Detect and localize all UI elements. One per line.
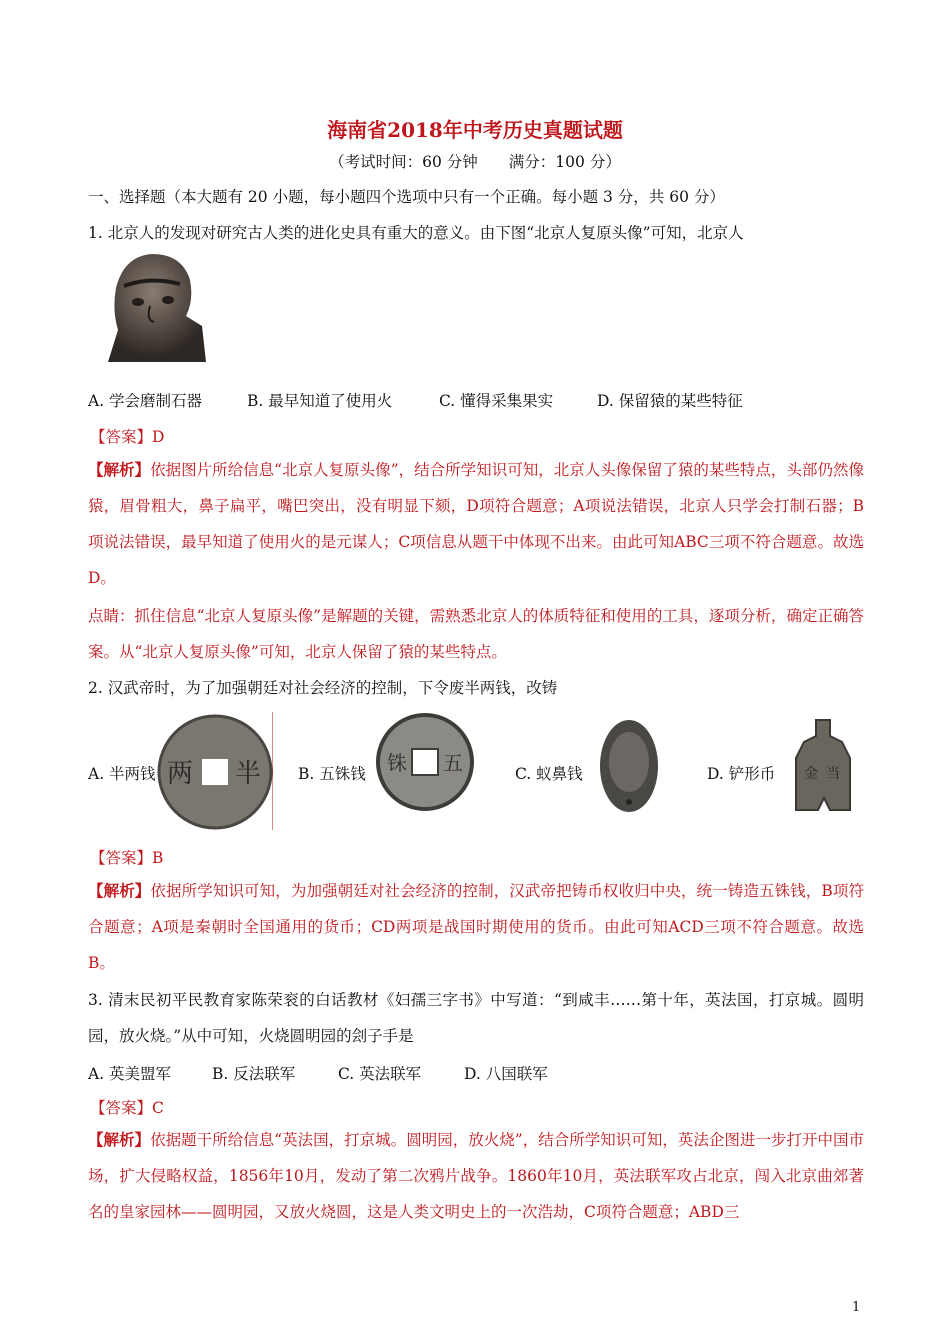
q2-option-a: A. 半两钱 bbox=[88, 765, 156, 783]
svg-text:半: 半 bbox=[235, 759, 262, 789]
svg-text:当: 当 bbox=[826, 766, 840, 782]
yibi-coin-image bbox=[598, 718, 660, 814]
banliang-coin-image bbox=[155, 712, 273, 830]
q3-analysis-label: 【解析】 bbox=[88, 1130, 151, 1149]
q3-option-c: C. 英法联军 bbox=[338, 1065, 422, 1083]
q1-tip: 点睛：抓住信息“北京人复原头像”是解题的关键，需熟悉北京人的体质特征和使用的工具，逐项分析，确定正确答案。从“北京人复原头像”可知，北京人保留了猿的某些特点。 bbox=[88, 607, 864, 661]
q3-analysis-text: 依据题干所给信息“英法国，打京城。圆明园，放火烧”，结合所学知识可知，英法企图进一步打开中国市场，扩大侵略权益，1856年10月，发动了第二次鸦片战争。1860年10月，英法联军攻占北京，闯入北京曲郊著名的皇家园林——圆明园，又放火烧圆，这是人类文明史上的一次浩劫，C项符合题意；ABD三 bbox=[88, 1131, 864, 1221]
q1-analysis-label: 【解析】 bbox=[88, 460, 151, 479]
q2-option-b: B. 五铢钱 bbox=[298, 765, 366, 783]
q3-stem: 3. 清末民初平民教育家陈荣衮的白话教材《妇孺三字书》中写道：“到咸丰……第十年，英法国，打京城。圆明园，放火烧。”从中可知，火烧圆明园的刽子手是 bbox=[88, 991, 864, 1045]
q1-stem: 1. 北京人的发现对研究古人类的进化史具有重大的意义。由下图“北京人复原头像”可知，北京人 bbox=[88, 224, 744, 242]
svg-text:两: 两 bbox=[167, 759, 194, 789]
q1-option-b: B. 最早知道了使用火 bbox=[247, 392, 393, 410]
q1-option-c: C. 懂得采集果实 bbox=[439, 392, 554, 410]
page-number: 1 bbox=[852, 1300, 861, 1315]
svg-text:金: 金 bbox=[804, 766, 818, 782]
q2-analysis-label: 【解析】 bbox=[88, 881, 151, 900]
q1-analysis-text: 依据图片所给信息“北京人复原头像”，结合所学知识可知，北京人头像保留了猿的某些特点，头部仍然像猿，眉骨粗大，鼻子扁平，嘴巴突出，没有明显下颏，D项符合题意；A项说法错误，北京人只学会打制石器；B项说法错误，最早知道了使用火的是元谋人；C项信息从题干中体现不出来。由此可知ABC三项不符合题意。故选D。 bbox=[88, 461, 864, 587]
q2-option-d: D. 铲形币 bbox=[707, 765, 776, 783]
q1-analysis bbox=[88, 452, 864, 596]
q3-option-d: D. 八国联军 bbox=[464, 1065, 548, 1083]
q2-stem: 2. 汉武帝时，为了加强朝廷对社会经济的控制，下令废半两钱，改铸 bbox=[88, 679, 558, 697]
exam-info: （考试时间：60 分钟 满分：100 分） bbox=[329, 153, 621, 171]
q3-option-a: A. 英美盟军 bbox=[88, 1065, 172, 1083]
q1-answer: 【答案】D bbox=[90, 428, 165, 446]
q3-option-b: B. 反法联军 bbox=[212, 1065, 296, 1083]
svg-text:铢: 铢 bbox=[387, 751, 407, 775]
q1-option-d: D. 保留猿的某些特征 bbox=[597, 392, 743, 410]
svg-text:五: 五 bbox=[443, 751, 463, 775]
q2-analysis bbox=[88, 873, 864, 981]
spade-coin-image bbox=[790, 718, 856, 812]
q2-analysis-text: 依据所学知识可知，为加强朝廷对社会经济的控制，汉武帝把铸币权收归中央，统一铸造五铢钱，B项符合题意；A项是秦朝时全国通用的货币；CD两项是战国时期使用的货币。由此可知ACD三项不符合题意。故选B。 bbox=[88, 882, 864, 972]
q2-option-c: C. 蚁鼻钱 bbox=[515, 765, 583, 783]
wuzhu-coin-image bbox=[375, 712, 475, 812]
peking-man-bust-image bbox=[90, 250, 210, 368]
page-title: 海南省2018年中考历史真题试题 bbox=[327, 118, 623, 142]
q3-analysis bbox=[88, 1122, 864, 1230]
q3-answer: 【答案】C bbox=[90, 1099, 164, 1117]
section-heading: 一、选择题（本大题有 20 小题，每小题四个选项中只有一个正确。每小题 3 分，共 60 分） bbox=[88, 188, 725, 206]
q2-answer: 【答案】B bbox=[90, 849, 164, 867]
q1-option-a: A. 学会磨制石器 bbox=[88, 392, 203, 410]
